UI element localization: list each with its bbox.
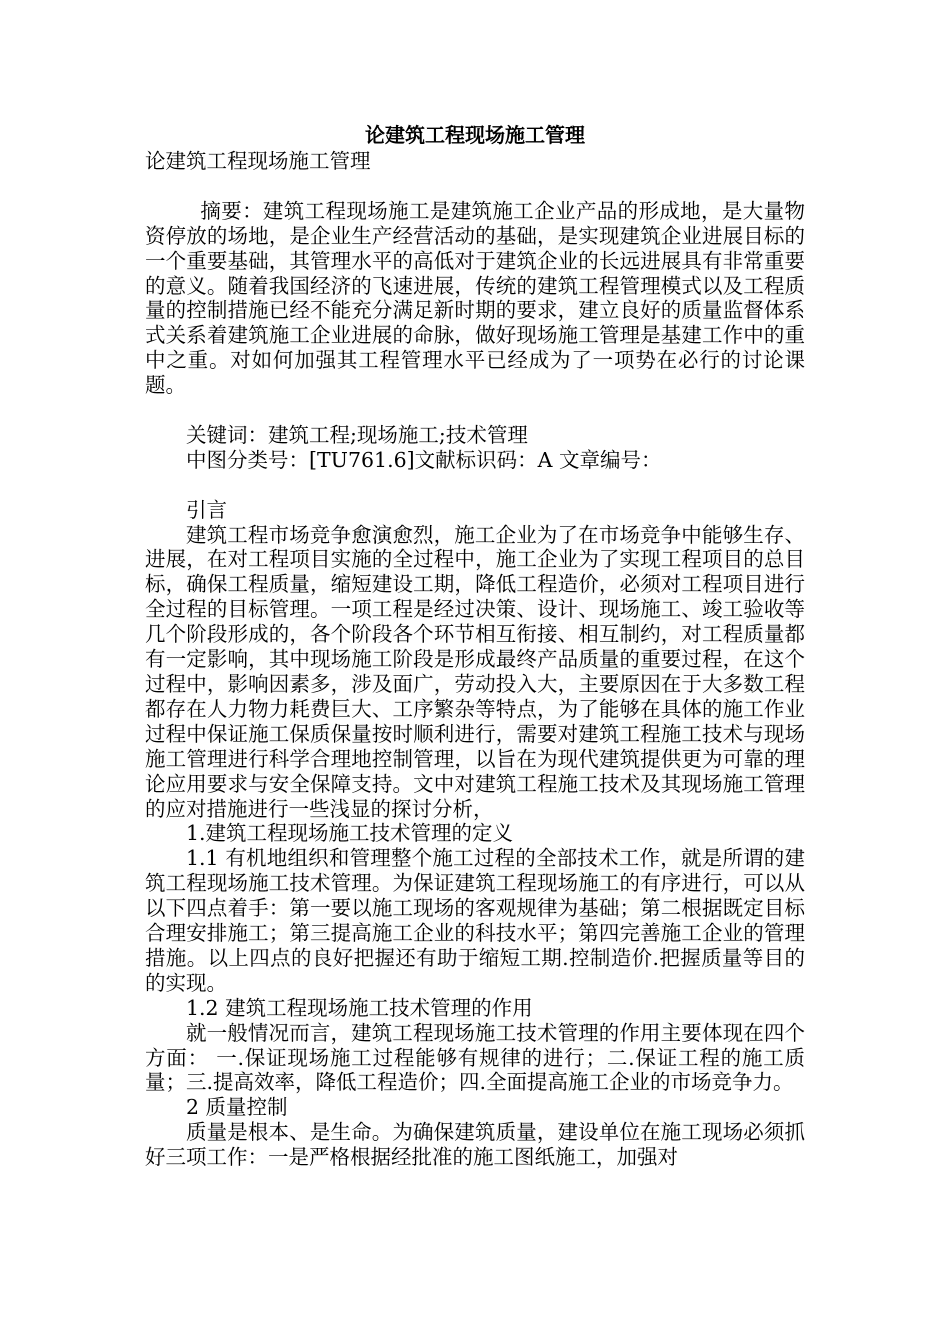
section-2-paragraph: 质量是根本、是生命。为确保建筑质量，建设单位在施工现场必须抓好三项工作：一是严格根据经批准的施工图纸施工，加强对 [145,1120,805,1170]
section-1-heading: 1.建筑工程现场施工技术管理的定义 [186,821,514,846]
spacer [145,473,805,498]
section-1-2-heading: 1.2 建筑工程现场施工技术管理的作用 [186,995,533,1020]
document-title: 论建筑工程现场施工管理 [365,123,585,147]
section-1-1-paragraph: 1.1 有机地组织和管理整个施工过程的全部技术工作，就是所谓的建筑工程现场施工技术管理。为保证建筑工程现场施工的有序进行，可以从以下四点着手：第一要以施工现场的客观规律为基础；第二根据既定目标合理安排施工；第三提高施工企业的科技水平；第四完善施工企业的管理措施。以上四点的良好把握还有助于缩短工期.控制造价.把握质量等目的的实现。 [145,846,805,995]
intro-paragraph: 建筑工程市场竞争愈演愈烈，施工企业为了在市场竞争中能够生存、进展，在对工程项目实施的全过程中，施工企业为了实现工程项目的总目标，确保工程质量，缩短建设工期，降低工程造价，必须对工程项目进行全过程的目标管理。一项工程是经过决策、设计、现场施工、竣工验收等几个阶段形成的，各个阶段各个环节相互衔接、相互制约，对工程质量都有一定影响，其中现场施工阶段是形成最终产品质量的重要过程，在这个过程中，影响因素多，涉及面广，劳动投入大，主要原因在于大多数工程都存在人力物力耗费巨大、工序繁杂等特点，为了能够在具体的施工作业过程中保证施工保质保量按时顺利进行，需要对建筑工程施工技术与现场施工管理进行科学合理地控制管理，以旨在为现代建筑提供更为可靠的理论应用要求与安全保障支持。文中对建筑工程施工技术及其现场施工管理的应对措施进行一些浅显的探讨分析， [145,522,805,821]
keywords-line: 关键词：建筑工程;现场施工;技术管理 [186,422,528,447]
document-subtitle: 论建筑工程现场施工管理 [145,149,371,173]
document-page [145,121,805,1170]
section-1-2-paragraph: 就一般情况而言，建筑工程现场施工技术管理的作用主要体现在四个方面： 一.保证现场施工过程能够有规律的进行；二.保证工程的施工质量；三.提高效率，降低工程造价；四.全面提高施工企业的市场竞争力。 [145,1020,805,1095]
spacer [145,174,805,199]
classification-line: 中图分类号：[TU761.6]文献标识码：A 文章编号： [186,447,662,472]
section-2-heading: 2 质量控制 [186,1095,288,1120]
intro-heading: 引言 [186,497,227,522]
spacer [145,398,805,423]
abstract-paragraph: 摘要：建筑工程现场施工是建筑施工企业产品的形成地，是大量物资停放的场地，是企业生产经营活动的基础，是实现建筑企业进展目标的一个重要基础，其管理水平的高低对于建筑企业的长远进展具有非常重要的意义。随着我国经济的飞速进展，传统的建筑工程管理模式以及工程质量的控制措施已经不能充分满足新时期的要求，建立良好的质量监督体系式关系着建筑施工企业进展的命脉，做好现场施工管理是基建工作中的重中之重。对如何加强其工程管理水平已经成为了一项势在必行的讨论课题。 [145,198,805,398]
